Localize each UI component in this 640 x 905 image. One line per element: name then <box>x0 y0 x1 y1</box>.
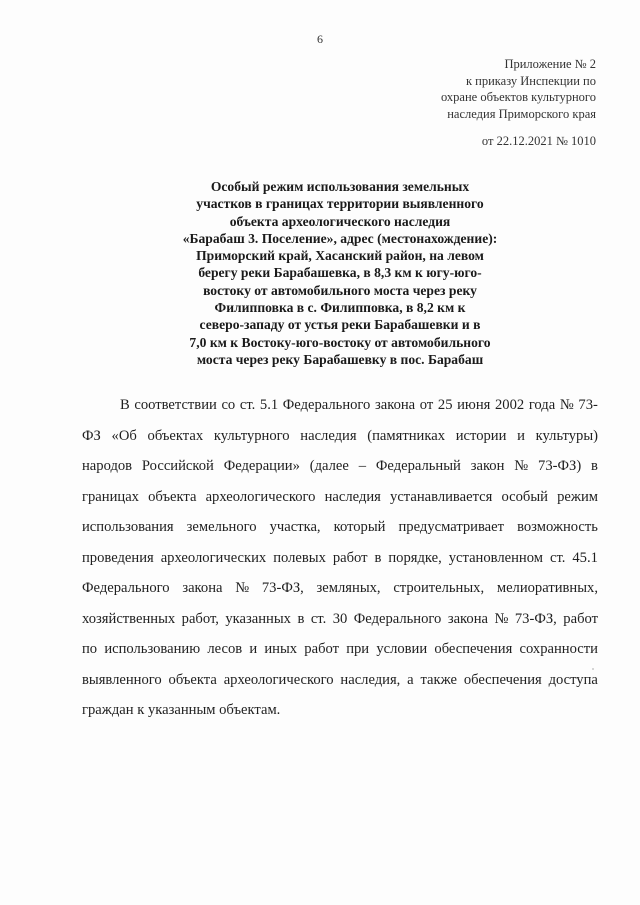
appendix-line: наследия Приморского края <box>447 106 596 121</box>
body-line: ФЗ «Об объектах культурного наследия (памятниках истории и культуры) <box>82 427 598 444</box>
appendix-line: Приложение № 2 <box>504 57 596 71</box>
title-line: востоку от автомобильного моста через реку <box>203 282 477 298</box>
body-line: Федерального закона № 73-ФЗ, земляных, строительных, мелиоративных, <box>82 580 598 596</box>
scan-speck <box>592 668 594 670</box>
body-line: граждан к указанным объектам. <box>82 702 281 718</box>
body-line: хозяйственных работ, указанных в ст. 30 Федерального закона № 73-ФЗ, работ <box>82 610 598 627</box>
title-line: 7,0 км к Востоку-юго-востоку от автомобильного <box>189 334 491 350</box>
title-line: Филипповка в с. Филипповка, в 8,2 км к <box>214 300 466 316</box>
body-line: границах объекта археологического наследия устанавливается особый режим <box>82 488 598 505</box>
title-line: объекта археологического наследия <box>229 213 451 229</box>
title-line: берегу реки Барабашевка, в 8,3 км к югу-юго- <box>198 265 482 281</box>
appendix-line: к приказу Инспекции по <box>465 73 596 88</box>
document-title <box>120 178 560 368</box>
appendix-line: охране объектов культурного <box>440 90 596 104</box>
title-line: «Барабаш 3. Поселение», адрес (местонахождение): <box>182 230 498 246</box>
title-line: моста через реку Барабашевку в пос. Барабаш <box>196 351 484 367</box>
appendix-header <box>336 56 596 122</box>
title-line: Приморский край, Хасанский район, на левом <box>196 248 484 264</box>
page-number: 6 <box>317 32 323 46</box>
title-line: северо-западу от устья реки Барабашевки и в <box>199 317 481 333</box>
body-line: использования земельного участка, который предусматривает возможность <box>82 519 598 535</box>
body-line: по использованию лесов и иных работ при условии обеспечения сохранности <box>82 641 598 657</box>
order-date: от 22.12.2021 № 1010 <box>481 134 596 148</box>
body-line: народов Российской Федерации» (далее – Федеральный закон № 73-ФЗ) в <box>82 458 598 474</box>
body-line: проведения археологических полевых работ в порядке, установленном ст. 45.1 <box>82 549 598 566</box>
body-line: В соответствии со ст. 5.1 Федерального закона от 25 июня 2002 года № 73- <box>120 397 598 413</box>
body-paragraph <box>82 390 598 726</box>
title-line: участков в границах территории выявленного <box>196 196 484 212</box>
title-line: Особый режим использования земельных <box>210 179 470 194</box>
body-line: выявленного объекта археологического наследия, а также обеспечения доступа <box>82 671 598 688</box>
